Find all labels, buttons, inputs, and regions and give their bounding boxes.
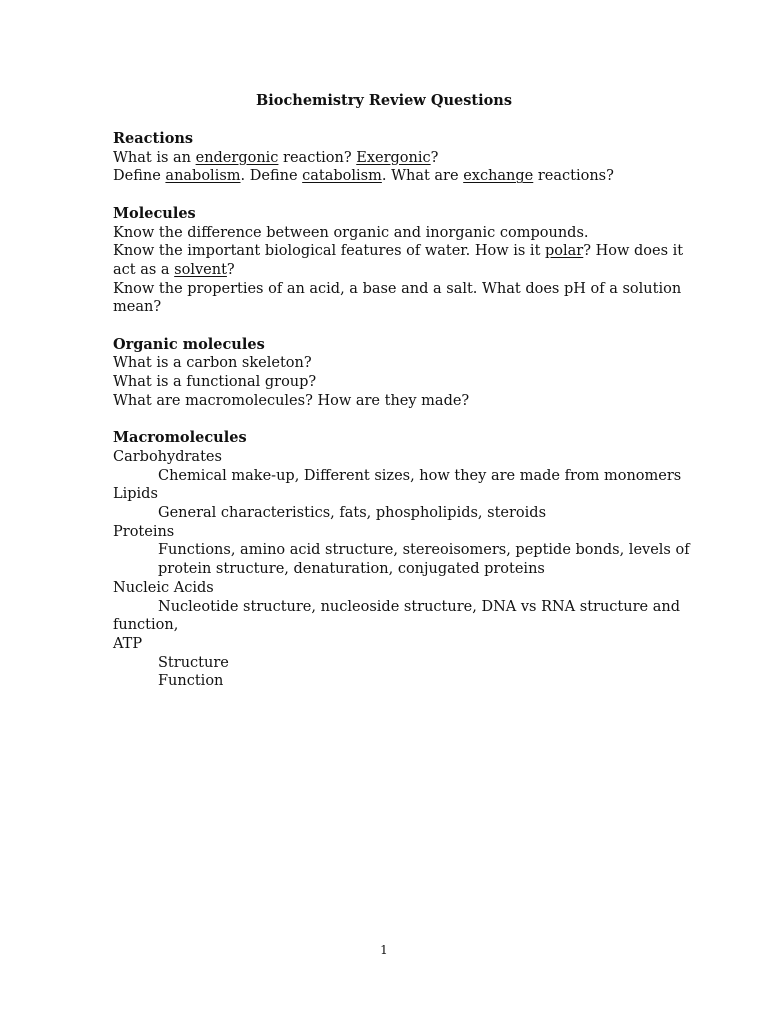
text-segment: . Define — [240, 168, 303, 185]
molecules-line-2 — [113, 242, 684, 261]
document-body — [113, 130, 690, 691]
text-segment: Know the important biological features of water. How is it — [113, 243, 546, 260]
topic-atp-detail-1: Structure — [158, 654, 229, 671]
text-segment: ? How does it — [583, 243, 684, 260]
underlined-term-solvent: solvent — [174, 261, 227, 278]
molecules-line-3 — [113, 261, 653, 280]
topic-lipids: Lipids — [113, 486, 158, 503]
topic-proteins: Proteins — [113, 523, 175, 540]
text-segment: reactions? — [533, 168, 614, 185]
underlined-term-exergonic: Exergonic — [356, 149, 431, 166]
topic-nucleic-acids-detail-1: Nucleotide structure, nucleoside structure, DNA vs RNA structure and — [158, 598, 680, 615]
topic-proteins-detail-1: Functions, amino acid structure, stereoisomers, peptide bonds, levels of — [158, 542, 690, 559]
topic-nucleic-acids: Nucleic Acids — [113, 579, 214, 596]
underlined-term-exchange: exchange — [463, 168, 534, 185]
topic-proteins-detail-2: protein structure, denaturation, conjugated proteins — [158, 561, 545, 578]
text-segment: . What are — [381, 168, 464, 185]
topic-carbohydrates: Carbohydrates — [113, 448, 222, 465]
text-segment: What is an — [113, 149, 196, 166]
section-heading-macromolecules: Macromolecules — [113, 429, 247, 447]
topic-atp-detail-2: Function — [158, 673, 224, 690]
topic-lipids-detail: General characteristics, fats, phospholipids, steroids — [158, 505, 547, 522]
organic-line-3: What are macromolecules? How are they made? — [113, 392, 470, 409]
section-heading-reactions: Reactions — [113, 130, 194, 147]
section-heading-organic-molecules: Organic molecules — [113, 335, 265, 353]
reactions-line-1 — [113, 149, 653, 168]
text-segment: reaction? — [278, 149, 357, 166]
text-segment: act as a — [113, 261, 175, 278]
section-spacer — [113, 317, 653, 336]
underlined-term-polar: polar — [545, 243, 584, 260]
topic-carbohydrates-detail: Chemical make-up, Different sizes, how they are made from monomers — [158, 467, 682, 484]
molecules-line-5: mean? — [113, 299, 162, 316]
molecules-line-4: Know the properties of an acid, a base and a salt. What does pH of a solution — [113, 280, 682, 297]
text-segment: ? — [226, 261, 235, 278]
page-number: 1 — [380, 943, 388, 957]
organic-line-2: What is a functional group? — [113, 374, 317, 391]
underlined-term-anabolism: anabolism — [165, 168, 241, 185]
underlined-term-endergonic: endergonic — [195, 149, 279, 166]
section-heading-molecules: Molecules — [113, 204, 196, 222]
text-segment: Define — [113, 168, 166, 185]
reactions-line-2 — [113, 167, 653, 186]
section-spacer — [113, 186, 653, 205]
organic-line-1: What is a carbon skeleton? — [113, 355, 312, 372]
underlined-term-catabolism: catabolism — [302, 168, 382, 185]
topic-nucleic-acids-detail-2: function, — [113, 617, 179, 634]
document-title: Biochemistry Review Questions — [256, 92, 512, 109]
text-segment: ? — [430, 149, 439, 166]
topic-atp: ATP — [113, 635, 143, 652]
molecules-line-1: Know the difference between organic and inorganic compounds. — [113, 224, 589, 241]
section-spacer — [113, 411, 653, 430]
